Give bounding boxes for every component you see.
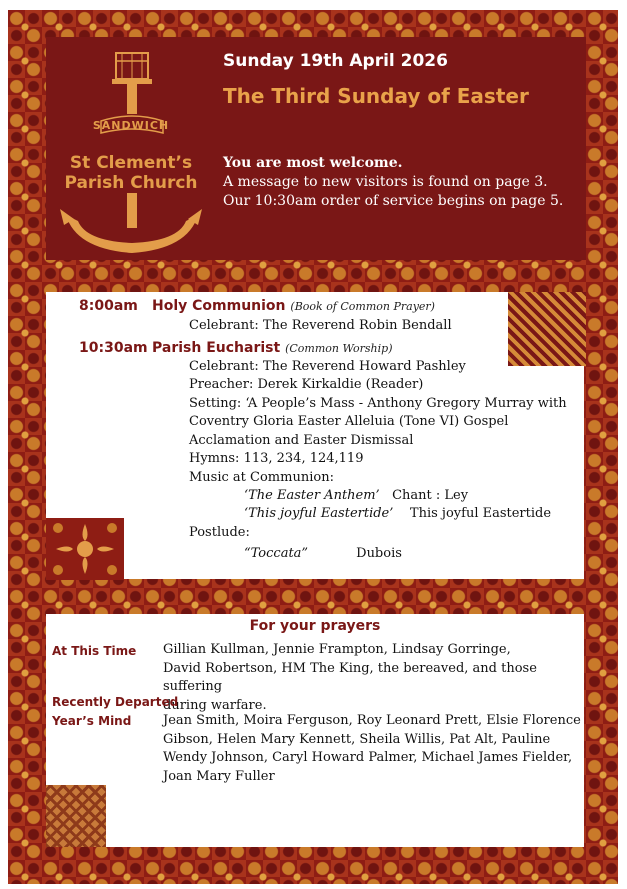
postlude-label: Postlude: — [189, 525, 250, 540]
years-mind-line-4: Joan Mary Fuller — [163, 768, 275, 784]
service-1-time: 8:00am — [79, 298, 138, 314]
music-item-1-detail: Chant : Ley — [392, 488, 469, 503]
music-item-2-title: ‘This joyful Eastertide’ — [244, 506, 394, 521]
service-2-name: Parish Eucharist — [152, 340, 281, 356]
decorative-tile-knot — [46, 785, 106, 847]
header-panel — [46, 37, 586, 260]
music-item-2 — [244, 506, 551, 521]
welcome-title: You are most welcome. — [223, 155, 403, 171]
service-1-celebrant: Celebrant: The Reverend Robin Bendall — [189, 318, 452, 333]
service-2-preacher: Preacher: Derek Kirkaldie (Reader) — [189, 377, 424, 392]
postlude-item — [244, 546, 402, 561]
services-panel — [46, 292, 584, 579]
at-this-time-line-1: Gillian Kullman, Jennie Frampton, Lindsay Gorringe, — [163, 642, 511, 657]
prayers-title: For your prayers — [249, 618, 381, 634]
at-this-time-label: At This Time — [52, 644, 137, 658]
welcome-line-2: Our 10:30am order of service begins on page 5. — [223, 193, 564, 209]
service-date: Sunday 19th April 2026 — [223, 51, 448, 71]
liturgical-day: The Third Sunday of Easter — [223, 84, 529, 108]
years-mind-line-2: Gibson, Helen Mary Kennett, Sheila Willis, Pat Alt, Pauline — [163, 731, 551, 747]
music-item-1 — [244, 488, 468, 503]
fleur-icon — [46, 518, 124, 580]
logo-name-line1: St Clement’s — [69, 153, 193, 173]
music-item-2-detail: This joyful Eastertide — [409, 506, 552, 521]
years-mind-line-3: Wendy Johnson, Caryl Howard Palmer, Michael James Fielder, — [163, 750, 573, 765]
service-2-music-label: Music at Communion: — [189, 470, 334, 485]
service-2-time: 10:30am — [79, 340, 148, 356]
music-item-1-title: ‘The Easter Anthem’ — [244, 488, 380, 503]
at-this-time-line-2: David Robertson, HM The King, the bereaved, and those suffering — [163, 660, 537, 694]
service-2-setting-line-2: Coventry Gloria Easter Alleluia (Tone VI) Gospel — [189, 414, 509, 429]
service-2-celebrant: Celebrant: The Reverend Howard Pashley — [189, 359, 466, 374]
years-mind-list — [163, 712, 583, 786]
service-2-setting-line-1: Setting: ‘A People’s Mass - Anthony Gregory Murray with — [189, 396, 567, 411]
service-2-hymns: Hymns: 113, 234, 124,119 — [189, 451, 364, 466]
years-mind-line-1: Jean Smith, Moira Ferguson, Roy Leonard Prett, Elsie Florence — [163, 713, 581, 728]
service-2-setting-line-3: Acclamation and Easter Dismissal — [189, 433, 414, 448]
postlude-title: “Toccata” — [244, 546, 309, 561]
recently-departed-label: Recently Departed — [52, 695, 179, 709]
welcome-line-1: A message to new visitors is found on page 3. — [223, 174, 548, 190]
at-this-time-line-3: during warfare. — [163, 697, 267, 713]
anchor-tower-icon — [56, 43, 206, 253]
decorative-tile-diamond — [508, 292, 586, 366]
welcome-message — [223, 154, 563, 211]
service-1-name: Holy Communion — [152, 298, 286, 314]
church-logo — [56, 43, 206, 253]
logo-name-line2: Parish Church — [64, 173, 198, 193]
prayers-panel — [46, 614, 584, 847]
service-2-note: (Common Worship) — [285, 342, 393, 355]
service-2-title — [152, 340, 392, 356]
at-this-time-list — [163, 641, 583, 715]
decorative-tile-fleur — [46, 518, 124, 580]
service-1-title — [152, 298, 435, 314]
logo-town: SANDWICH — [92, 119, 170, 132]
postlude-composer: Dubois — [356, 546, 402, 561]
years-mind-label: Year’s Mind — [52, 714, 132, 728]
service-1-note: (Book of Common Prayer) — [290, 300, 435, 313]
